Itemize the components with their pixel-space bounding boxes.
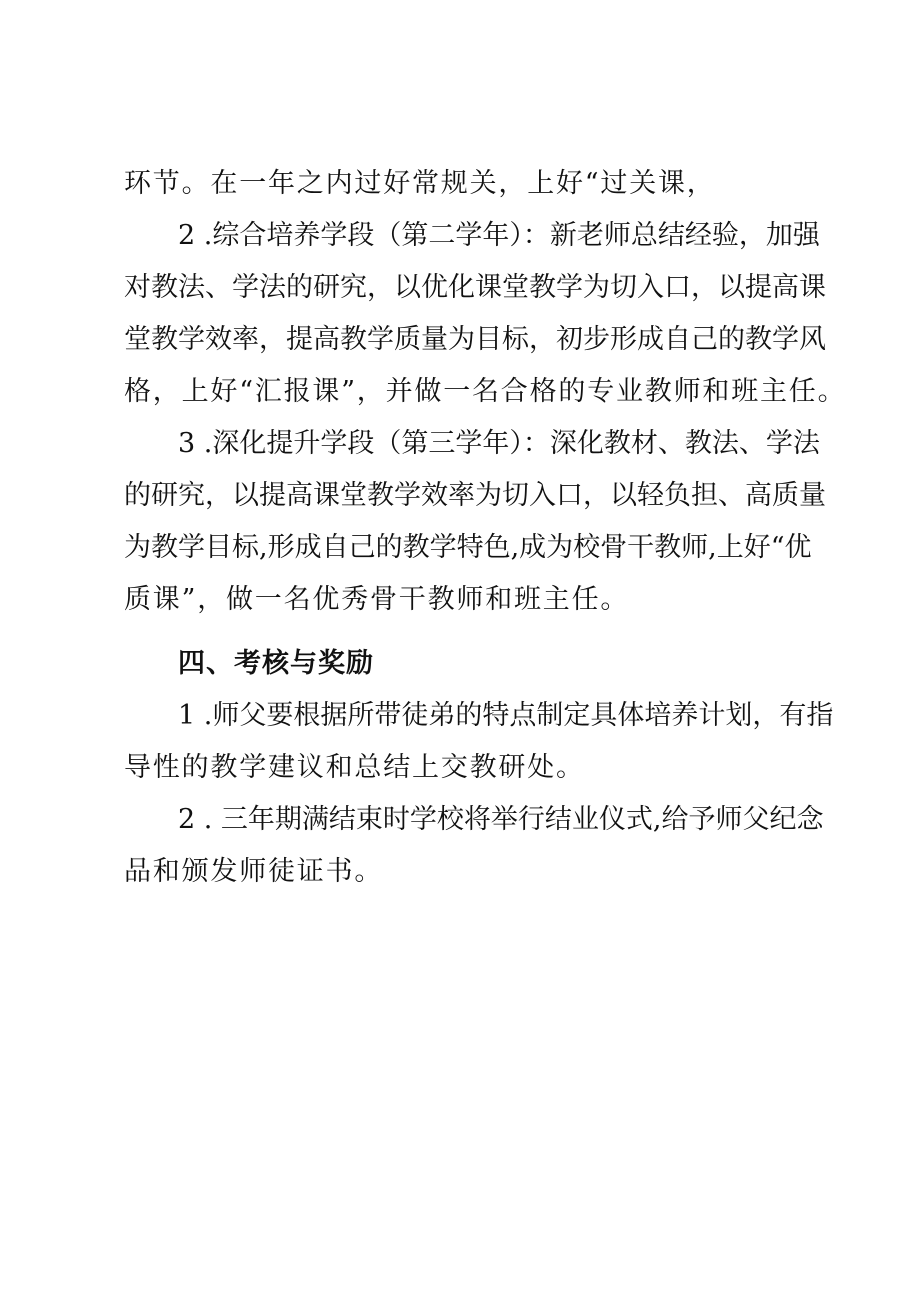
document-page — [124, 158, 847, 898]
section-heading: 四、考核与奖励 — [178, 648, 374, 679]
section-paragraph-2-line-2: 品和颁发师徒证书。 — [124, 856, 384, 887]
section-paragraph-1-line-1: 1 .师父要根据所带徒弟的特点制定具体培养计划，有指 — [178, 700, 834, 731]
paragraph-2-line-2: 对教法、学法的研究，以优化课堂教学为切入口，以提高课 — [124, 272, 826, 303]
paragraph-3-line-3: 为教学目标,形成自己的教学特色,成为校骨干教师,上好“优 — [124, 532, 812, 563]
section-paragraph-2-line-1: 2 . 三年期满结束时学校将举行结业仪式,给予师父纪念 — [178, 804, 824, 835]
text-line: 环节。在一年之内过好常规关，上好“过关课， — [124, 168, 716, 199]
paragraph-2-line-3: 堂教学效率，提高教学质量为目标，初步形成自己的教学风 — [124, 324, 826, 355]
paragraph-3-line-4: 质课”，做一名优秀骨干教师和班主任。 — [124, 584, 630, 615]
paragraph-2-line-1: 2 .综合培养学段（第二学年）：新老师总结经验，加强 — [178, 220, 820, 251]
section-paragraph-1-line-2: 导性的教学建议和总结上交教研处。 — [124, 752, 585, 783]
paragraph-3-line-1: 3 .深化提升学段（第三学年）：深化教材、教法、学法 — [178, 428, 820, 459]
paragraph-2-line-4: 格，上好“汇报课”，并做一名合格的专业教师和班主任。 — [124, 376, 847, 407]
paragraph-3-line-2: 的研究，以提高课堂教学效率为切入口，以轻负担、高质量 — [124, 480, 826, 511]
